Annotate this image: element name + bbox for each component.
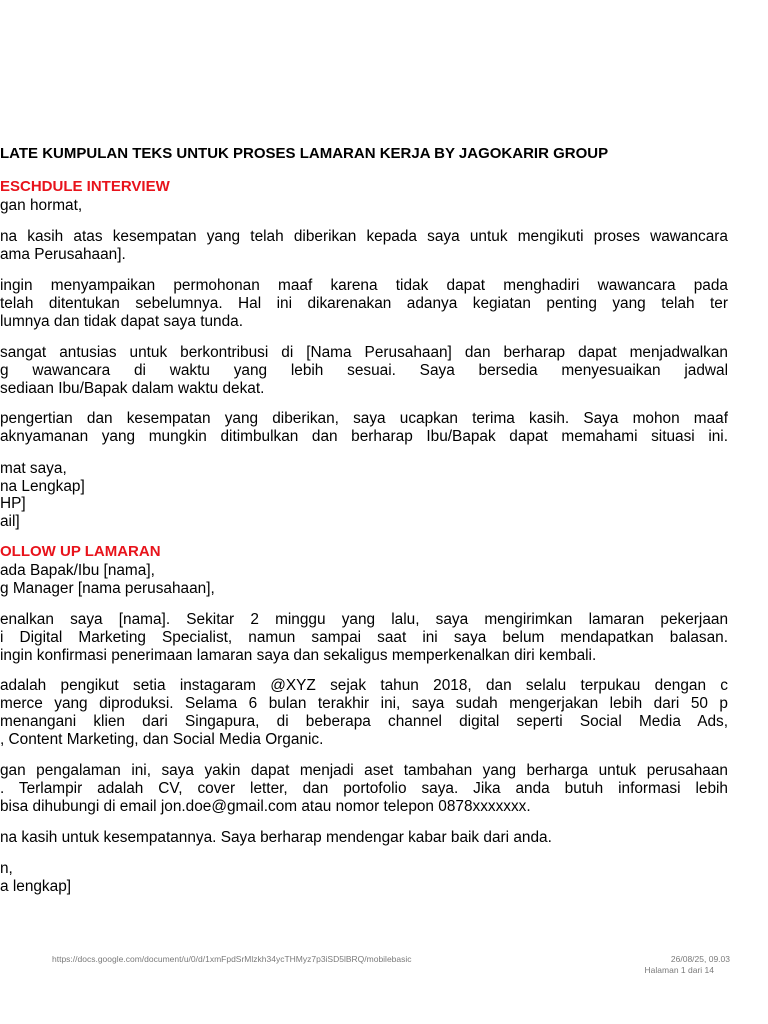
text-line: menangani klien dari Singapura, di beberapa channel digital seperti Social Media Ads, [0,713,728,730]
signoff-line: n, [0,860,13,877]
text-line: sangat antusias untuk berkontribusi di [Nama Perusahaan] dan berharap dapat menjadwalkan [0,344,728,361]
text-line: adalah pengikut setia instagaram @XYZ sejak tahun 2018, dan selalu terpukau dengan c [0,677,728,694]
text-line: pengertian dan kesempatan yang diberikan, saya ucapkan terima kasih. Saya mohon maaf [0,410,728,427]
text-line: na kasih untuk kesempatannya. Saya berharap mendengar kabar baik dari anda. [0,829,552,846]
footer-datetime: 26/08/25, 09.03 [670,954,730,964]
document-title: LATE KUMPULAN TEKS UNTUK PROSES LAMARAN KERJA BY JAGOKARIR GROUP [0,145,609,162]
text-line: lumnya dan tidak dapat saya tunda. [0,313,243,330]
text-line: enalkan saya [nama]. Sekitar 2 minggu yang lalu, saya mengirimkan lamaran pekerjaan [0,611,728,628]
signoff-line: ail] [0,513,20,530]
signoff-line: mat saya, [0,460,67,477]
text-line: ada Bapak/Ibu [nama], [0,562,155,579]
text-line: telah ditentukan sebelumnya. Hal ini dikarenakan adanya kegiatan penting yang telah ter [0,295,728,312]
footer-page-number: Halaman 1 dari 14 [644,965,714,975]
signoff-line: a lengkap] [0,878,72,895]
text-line: ingin menyampaikan permohonan maaf karena tidak dapat menghadiri wawancara pada [0,277,728,294]
text-line: , Content Marketing, dan Social Media Organic. [0,731,324,748]
text-line: i Digital Marketing Specialist, namun sampai saat ini saya belum mendapatkan balasan. [0,629,728,646]
text-line: aknyamanan yang mungkin ditimbulkan dan berharap Ibu/Bapak dapat memahami situasi ini. [0,428,728,445]
section-heading-follow-up: OLLOW UP LAMARAN [0,543,161,560]
text-line: bisa dihubungi di email jon.doe@gmail.com atau nomor telepon 0878xxxxxxx. [0,798,531,815]
text-line: merce yang diproduksi. Selama 6 bulan terakhir ini, saya sudah mengerjakan lebih dari 50 p [0,695,728,712]
signoff-line: HP] [0,495,26,512]
text-line: sediaan Ibu/Bapak dalam waktu dekat. [0,380,265,397]
text-line: ingin konfirmasi penerimaan lamaran saya dan sekaligus memperkenalkan diri kembali. [0,647,597,664]
footer-url[interactable]: https://docs.google.com/document/u/0/d/1xmFpdSrMlzkh34ycTHMyz7p3iSD5lBRQ/mobilebasic [52,954,412,964]
text-line: na kasih atas kesempatan yang telah diberikan kepada saya untuk mengikuti proses wawancara [0,228,728,245]
text-line: g wawancara di waktu yang lebih sesuai. Saya bersedia menyesuaikan jadwal [0,362,728,379]
text-line: g Manager [nama perusahaan], [0,580,215,597]
section-heading-reschedule: ESCHDULE INTERVIEW [0,178,170,195]
text-line: gan hormat, [0,197,83,214]
text-line: gan pengalaman ini, saya yakin dapat menjadi aset tambahan yang berharga untuk perusahaan [0,762,728,779]
text-line: ama Perusahaan]. [0,246,126,263]
text-line: . Terlampir adalah CV, cover letter, dan portofolio saya. Jika anda butuh informasi lebih [0,780,728,797]
signoff-line: na Lengkap] [0,478,85,495]
